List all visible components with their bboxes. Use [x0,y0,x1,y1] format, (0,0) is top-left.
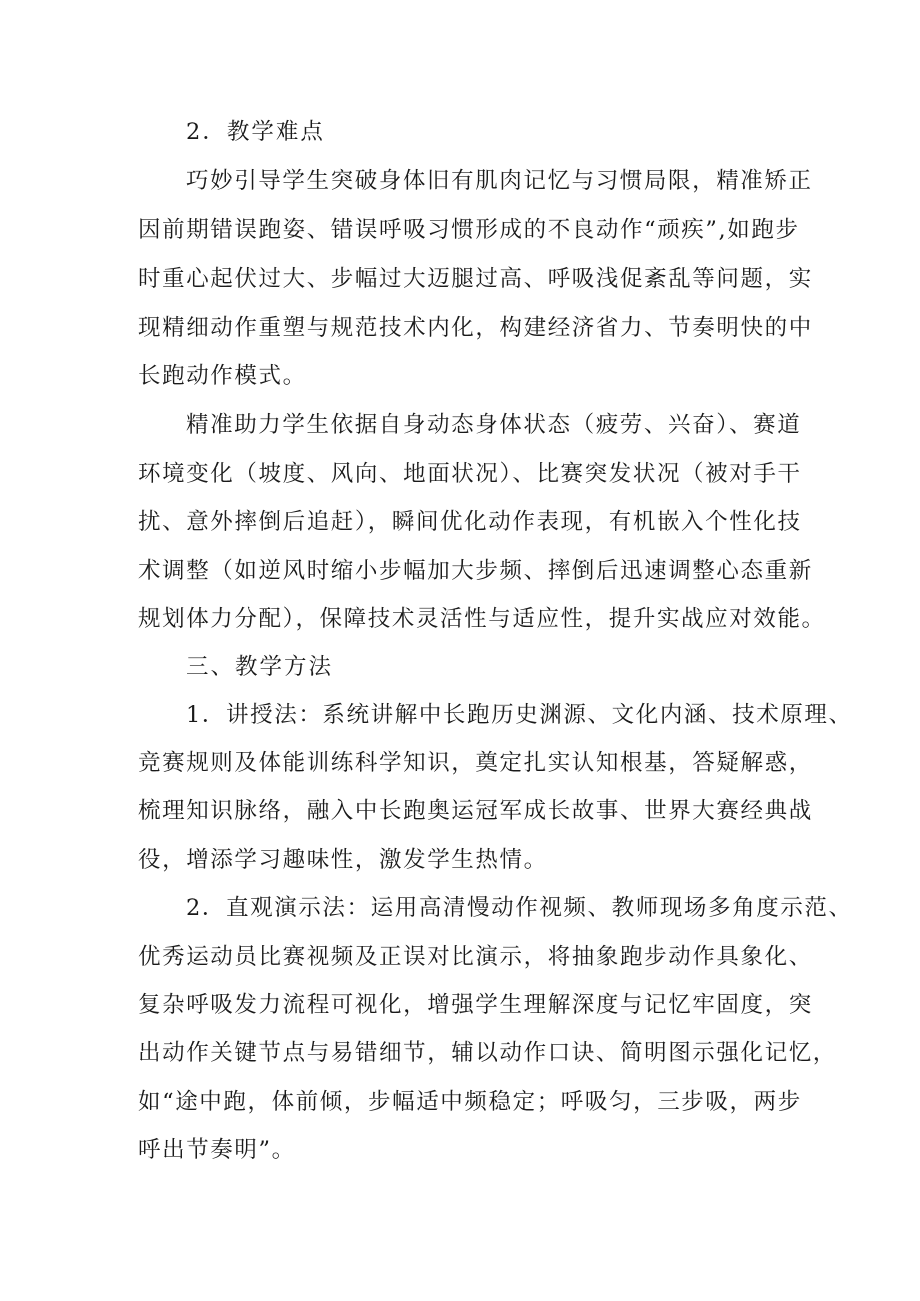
paragraph-line: 复杂呼吸发力流程可视化，增强学生理解深度与记忆牢固度，突 [138,992,813,1018]
paragraph-line: 精准助力学生依据自身动态身体状态（疲劳、兴奋）、赛道 [186,412,802,438]
paragraph-line: 役，增添学习趣味性，激发学生热情。 [138,847,548,873]
paragraph-line: 2．直观演示法：运用高清慢动作视频、教师现场多角度示范、 [186,895,853,921]
paragraph-line: 如“途中跑，体前倾，步幅适中频稳定；呼吸匀，三步吸，两步 [138,1089,802,1115]
paragraph-line: 呼出节奏明”。 [138,1137,296,1163]
paragraph-line: 术调整（如逆风时缩小步幅加大步频、摔倒后迅速调整心态重新 [138,558,813,584]
paragraph-line: 因前期错误跑姿、错误呼吸习惯形成的不良动作“顽疾”,如跑步 [138,217,800,243]
section-heading-teaching-methods: 三、教学方法 [186,654,334,680]
paragraph-line: 时重心起伏过大、步幅过大迈腿过高、呼吸浅促紊乱等问题，实 [138,266,813,292]
paragraph-line: 扰、意外摔倒后追赶），瞬间优化动作表现，有机嵌入个性化技 [138,509,802,535]
paragraph-line: 优秀运动员比赛视频及正误对比演示，将抽象跑步动作具象化、 [138,944,813,970]
section-heading-teaching-difficulty: 2．教学难点 [186,119,325,145]
paragraph-line: 环境变化（坡度、风向、地面状况）、比赛突发状况（被对手干 [138,461,802,487]
paragraph-line: 1．讲授法：系统讲解中长跑历史渊源、文化内涵、技术原理、 [186,702,853,728]
paragraph-line: 梳理知识脉络，融入中长跑奥运冠军成长故事、世界大赛经典战 [138,798,813,824]
paragraph-line: 现精细动作重塑与规范技术内化，构建经济省力、节奏明快的中 [138,315,813,341]
paragraph-line: 巧妙引导学生突破身体旧有肌肉记忆与习惯局限，精准矫正 [186,168,813,194]
paragraph-line: 规划体力分配），保障技术灵活性与适应性，提升实战应对效能。 [138,606,826,632]
paragraph-line: 出动作关键节点与易错细节，辅以动作口诀、简明图示强化记忆， [138,1040,837,1066]
paragraph-line: 长跑动作模式。 [138,363,307,389]
paragraph-line: 竞赛规则及体能训练科学知识，奠定扎实认知根基，答疑解惑， [138,750,813,776]
